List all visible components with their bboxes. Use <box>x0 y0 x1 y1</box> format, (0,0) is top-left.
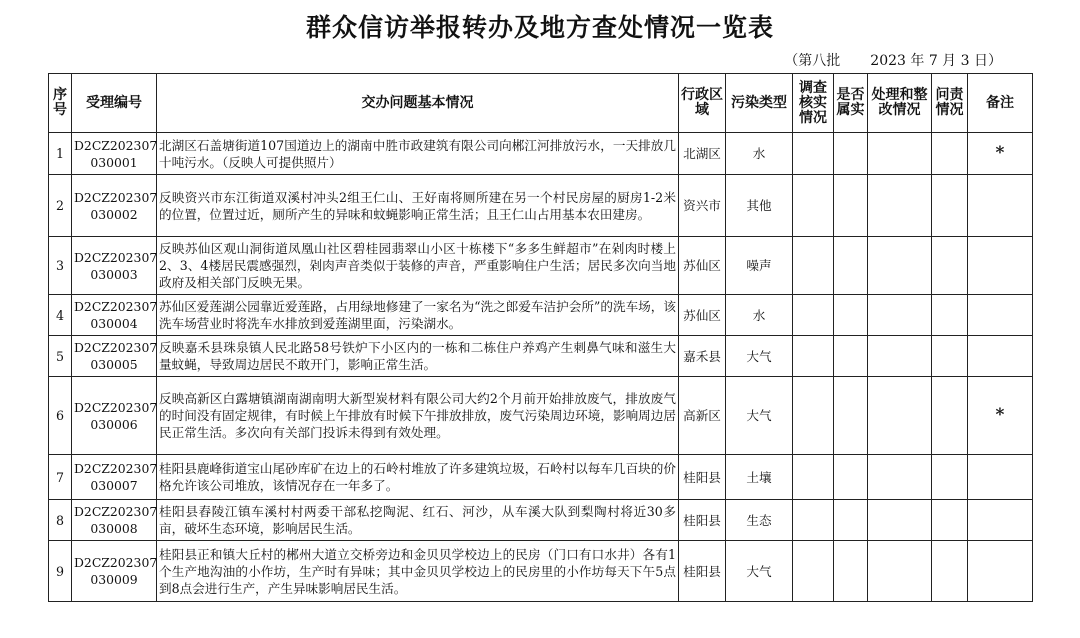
header-pollution-type: 污染类型 <box>726 74 793 133</box>
row-code <box>72 455 157 500</box>
row-accountability <box>932 500 968 541</box>
row-region: 桂阳县 <box>679 541 726 602</box>
row-pollution-type: 水 <box>726 133 793 175</box>
row-code-part-a: D2CZ202307 <box>74 555 158 570</box>
row-handling <box>868 500 932 541</box>
row-investigation <box>793 377 834 455</box>
row-index: 1 <box>49 133 72 175</box>
row-investigation <box>793 336 834 377</box>
row-remarks <box>968 500 1033 541</box>
row-region: 高新区 <box>679 377 726 455</box>
row-code-part-a: D2CZ202307 <box>74 299 158 314</box>
table-row <box>49 336 1033 377</box>
row-code-part-b: 030005 <box>90 357 138 372</box>
row-code <box>72 175 157 237</box>
row-pollution-type: 大气 <box>726 541 793 602</box>
row-code-part-b: 030007 <box>90 478 138 493</box>
row-code-part-b: 030003 <box>90 266 138 282</box>
row-is-true <box>834 541 868 602</box>
table-row <box>49 500 1033 541</box>
row-index: 2 <box>49 175 72 237</box>
row-investigation <box>793 541 834 602</box>
row-region: 苏仙区 <box>679 237 726 295</box>
row-description: 反映嘉禾县珠泉镇人民北路58号铁炉下小区内的一栋和二栋住户养鸡产生刺鼻气味和滋生大量蚊蝇，导致周边居民不敢开门，影响正常生活。 <box>157 336 679 377</box>
row-remarks: * <box>968 133 1033 175</box>
row-accountability <box>932 175 968 237</box>
row-is-true <box>834 500 868 541</box>
row-investigation <box>793 455 834 500</box>
row-code-part-b: 030006 <box>90 416 138 432</box>
row-is-true <box>834 133 868 175</box>
row-investigation <box>793 133 834 175</box>
table-row <box>49 455 1033 500</box>
row-is-true <box>834 295 868 336</box>
table-header-row <box>49 74 1033 133</box>
row-accountability <box>932 295 968 336</box>
row-pollution-type: 噪声 <box>726 237 793 295</box>
header-index: 序号 <box>49 74 72 133</box>
row-accountability <box>932 336 968 377</box>
row-remarks: * <box>968 377 1033 455</box>
row-description: 桂阳县鹿峰街道宝山尾砂库矿在边上的石岭村堆放了许多建筑垃圾，石岭村以每车几百块的价格允许该公司堆放，该情况存在一年多了。 <box>157 455 679 500</box>
row-code-part-b: 030008 <box>90 521 138 536</box>
row-region: 北湖区 <box>679 133 726 175</box>
row-index: 9 <box>49 541 72 602</box>
row-description: 苏仙区爱莲湖公园靠近爱莲路，占用绿地修建了一家名为“洗之郎爱车洁护会所”的洗车场，该洗车场营业时将洗车水排放到爱莲湖里面，污染湖水。 <box>157 295 679 336</box>
row-handling <box>868 541 932 602</box>
row-description: 反映苏仙区观山洞街道凤凰山社区碧桂园翡翠山小区十栋楼下“多多生鲜超市”在剁肉时楼上2、3、4楼居民震感强烈，剁肉声音类似于装修的声音，严重影响住户生活；居民多次向当地政府及相关部门反映无果。 <box>157 237 679 295</box>
header-investigation: 调查核实情况 <box>793 74 834 133</box>
row-region: 桂阳县 <box>679 455 726 500</box>
row-is-true <box>834 377 868 455</box>
header-description: 交办问题基本情况 <box>157 74 679 133</box>
row-handling <box>868 336 932 377</box>
header-remarks: 备注 <box>968 74 1033 133</box>
row-index: 7 <box>49 455 72 500</box>
row-is-true <box>834 175 868 237</box>
row-remarks <box>968 336 1033 377</box>
row-code-part-a: D2CZ202307 <box>74 189 158 205</box>
row-pollution-type: 水 <box>726 295 793 336</box>
row-code-part-a: D2CZ202307 <box>74 504 158 519</box>
row-accountability <box>932 377 968 455</box>
row-handling <box>868 295 932 336</box>
row-investigation <box>793 237 834 295</box>
row-remarks <box>968 455 1033 500</box>
row-handling <box>868 175 932 237</box>
row-region: 苏仙区 <box>679 295 726 336</box>
row-handling <box>868 377 932 455</box>
table-row <box>49 295 1033 336</box>
row-accountability <box>932 237 968 295</box>
row-code-part-a: D2CZ202307 <box>74 461 158 476</box>
row-remarks <box>968 237 1033 295</box>
table-row <box>49 541 1033 602</box>
row-pollution-type: 其他 <box>726 175 793 237</box>
row-code-part-a: D2CZ202307 <box>74 137 158 153</box>
row-region: 资兴市 <box>679 175 726 237</box>
row-description: 桂阳县正和镇大丘村的郴州大道立交桥旁边和金贝贝学校边上的民房（门口有口水井）各有1个生产地沟油的小作坊，生产时有异味；其中金贝贝学校边上的民房里的小作坊每天下午5点到8点会进行生产，产生异味影响居民生活。 <box>157 541 679 602</box>
row-is-true <box>834 237 868 295</box>
row-remarks <box>968 175 1033 237</box>
row-handling <box>868 237 932 295</box>
header-accountability: 问责情况 <box>932 74 968 133</box>
row-investigation <box>793 500 834 541</box>
row-description: 桂阳县舂陵江镇车溪村村两委干部私挖陶泥、红石、河沙，从车溪大队到梨陶村将近30多亩，破坏生态环境，影响居民生活。 <box>157 500 679 541</box>
row-code <box>72 377 157 455</box>
row-code-part-a: D2CZ202307 <box>74 399 158 415</box>
row-code-part-b: 030001 <box>90 154 138 170</box>
row-pollution-type: 土壤 <box>726 455 793 500</box>
row-accountability <box>932 133 968 175</box>
document-title: 群众信访举报转办及地方查处情况一览表 <box>305 13 774 42</box>
row-code <box>72 133 157 175</box>
row-region: 嘉禾县 <box>679 336 726 377</box>
row-remarks <box>968 295 1033 336</box>
row-investigation <box>793 175 834 237</box>
row-index: 8 <box>49 500 72 541</box>
header-is-true: 是否属实 <box>834 74 868 133</box>
row-index: 4 <box>49 295 72 336</box>
batch-and-date <box>782 50 1002 70</box>
table-row <box>49 175 1033 237</box>
row-handling <box>868 455 932 500</box>
row-code-part-b: 030002 <box>90 206 138 222</box>
row-description: 反映高新区白露塘镇湖南湖南明大新型炭材料有限公司大约2个月前开始排放废气，排放废气的时间没有固定规律，有时候上午排放有时候下午排放排放，废气污染周边环境，影响周边居民正常生活。多次向有关部门投诉未得到有效处理。 <box>157 377 679 455</box>
row-is-true <box>834 455 868 500</box>
row-code <box>72 500 157 541</box>
row-accountability <box>932 455 968 500</box>
table-row <box>49 133 1033 175</box>
row-code <box>72 541 157 602</box>
issue-date: 2023 年 7 月 3 日） <box>870 53 1002 69</box>
row-accountability <box>932 541 968 602</box>
header-handling: 处理和整改情况 <box>868 74 932 133</box>
row-code-part-b: 030009 <box>90 572 138 587</box>
row-code-part-b: 030004 <box>90 316 138 331</box>
row-code-part-a: D2CZ202307 <box>74 340 158 355</box>
header-region: 行政区域 <box>679 74 726 133</box>
table-row <box>49 377 1033 455</box>
row-remarks <box>968 541 1033 602</box>
row-code <box>72 336 157 377</box>
row-handling <box>868 133 932 175</box>
row-index: 6 <box>49 377 72 455</box>
row-pollution-type: 生态 <box>726 500 793 541</box>
batch-label: （第八批 <box>784 53 841 69</box>
table-row <box>49 237 1033 295</box>
row-description: 反映资兴市东江街道双溪村冲头2组王仁山、王好南将厕所建在另一个村民房屋的厨房1-2米的位置，位置过近，厕所产生的异味和蚊蝇影响正常生活；且王仁山占用基本农田建房。 <box>157 175 679 237</box>
row-description: 北湖区石盖塘街道107国道边上的湖南中胜市政建筑有限公司向郴江河排放污水，一天排放几十吨污水。（反映人可提供照片） <box>157 133 679 175</box>
row-code <box>72 295 157 336</box>
complaint-table <box>48 73 1033 602</box>
row-pollution-type: 大气 <box>726 377 793 455</box>
row-index: 5 <box>49 336 72 377</box>
row-index: 3 <box>49 237 72 295</box>
row-pollution-type: 大气 <box>726 336 793 377</box>
row-is-true <box>834 336 868 377</box>
header-code: 受理编号 <box>72 74 157 133</box>
row-code-part-a: D2CZ202307 <box>74 249 158 265</box>
row-code <box>72 237 157 295</box>
row-investigation <box>793 295 834 336</box>
row-region: 桂阳县 <box>679 500 726 541</box>
